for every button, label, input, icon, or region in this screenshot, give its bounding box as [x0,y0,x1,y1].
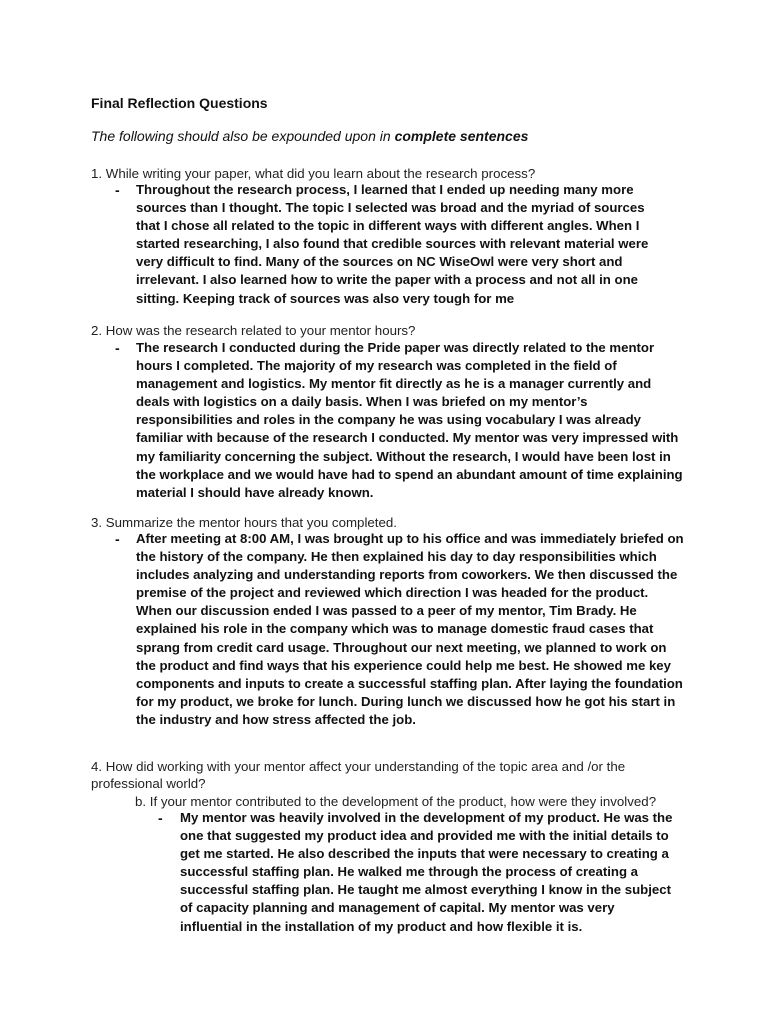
answer-1: Throughout the research process, I learned that I ended up needing many more sources than I thought. The topic I selected was broad and the myriad of sources that I chose all related to the topic in different ways with different angles. When I started researching, I also found that credible sources with relevant material were very difficult to find. Many of the sources on NC WiseOwl were very short and irrelevant. I also learned how to write the paper with a process and not all in one sitting. Keeping track of sources was also very tough for me [136,182,649,306]
question-4: 4. How did working with your mentor affect your understanding of the topic area and /or the professional world? [91,759,626,791]
question-1: 1. While writing your paper, what did you learn about the research process? [91,166,536,181]
answer-4: My mentor was heavily involved in the development of my product. He was the one that suggested my product idea and provided me with the initial details to get me started. He also described the inputs that were necessary to creating a successful staffing plan. He walked me through the process of creating a successful staffing plan. He taught me almost everything I know in the subject of capacity planning and management of capital. My mentor was very influential in the installation of my product and how flexible it is. [180,810,673,934]
answer-2-bullet: - [115,340,120,356]
question-3: 3. Summarize the mentor hours that you completed. [91,515,397,530]
answer-1-bullet: - [115,182,120,198]
instruction-prefix: The following should also be expounded upon in [91,128,395,144]
question-4-subquestion: b. If your mentor contributed to the development of the product, how were they involved? [135,794,657,809]
answer-3: After meeting at 8:00 AM, I was brought up to his office and was immediately briefed on the history of the company. He then explained his day to day responsibilities which includes analyzing and understanding reports from coworkers. We then discussed the premise of the project and reviewed which direction I was headed for the product. When our discussion ended I was passed to a peer of my mentor, Tim Brady. He explained his role in the company which was to manage domestic fraud cases that sprang from credit card usage. Throughout our next meeting, we planned to work on the product and find ways that his experience could help me best. He showed me key components and inputs to create a successful staffing plan. After laying the foundation for my product, we broke for lunch. During lunch we discussed how he got his start in the industry and how stress affected the job. [136,531,684,727]
document-title: Final Reflection Questions [91,95,268,111]
instruction-line [91,127,528,145]
answer-4-bullet: - [158,810,163,826]
instruction-emphasis: complete sentences [394,128,529,144]
answer-2: The research I conducted during the Pride paper was directly related to the mentor hours I completed. The majority of my research was completed in the field of management and logistics. My mentor fit directly as he is a manager currently and deals with logistics on a daily basis. When I was briefed on my mentor’s responsibilities and roles in the company he was using vocabulary I was already familiar with because of the research I conducted. My mentor was very impressed with my familiarity concerning the subject. Without the research, I would have been lost in the workplace and we would have had to spend an abundant amount of time explaining material I should have already known. [136,340,683,500]
question-2: 2. How was the research related to your mentor hours? [91,323,416,338]
answer-3-bullet: - [115,531,120,547]
